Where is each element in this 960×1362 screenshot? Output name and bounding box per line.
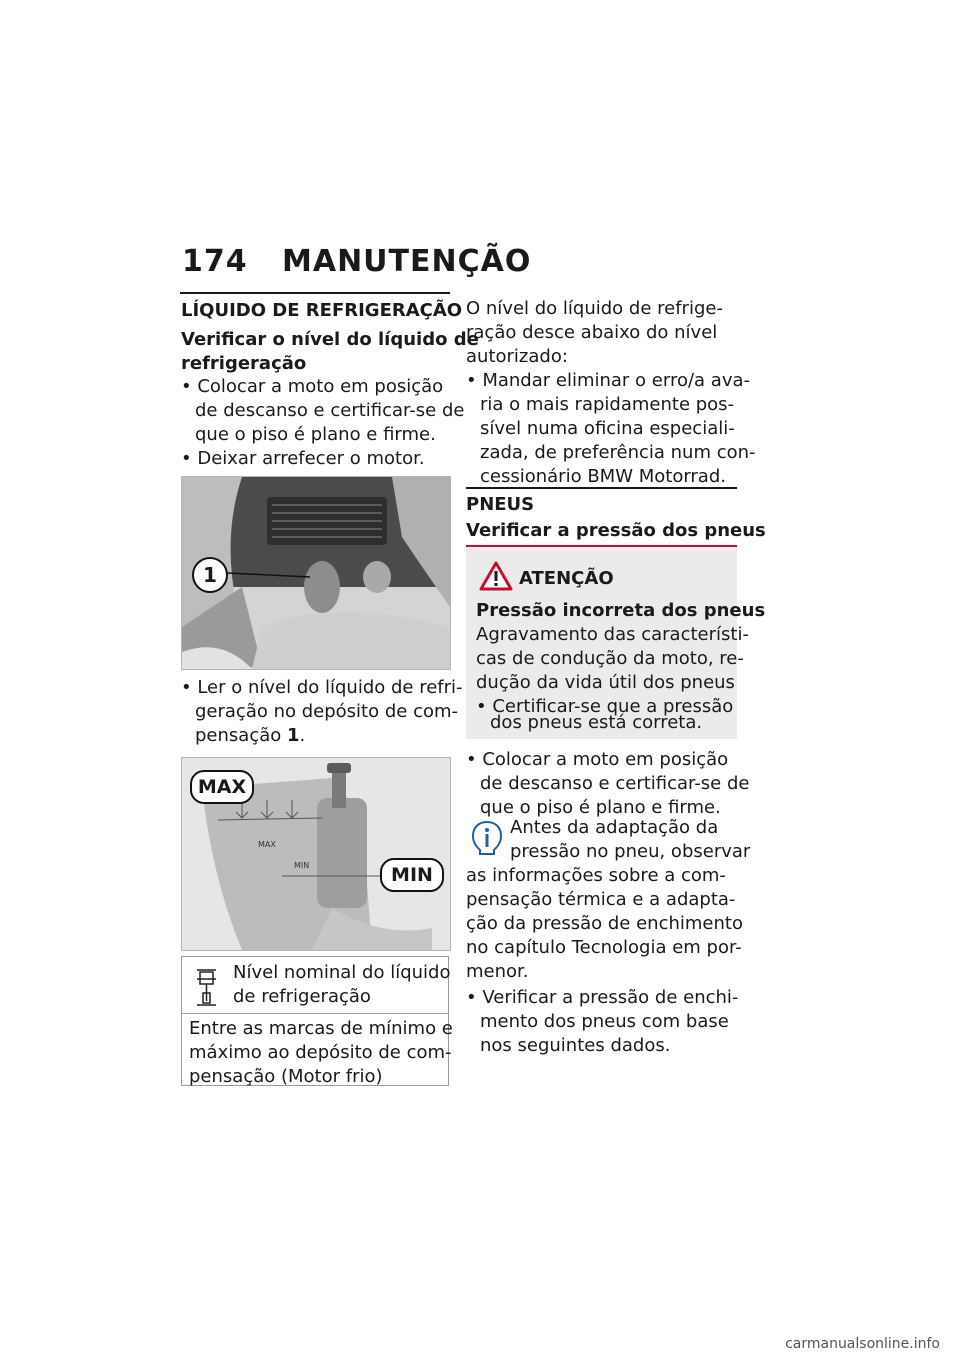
- step-line: • Colocar a moto em posição: [181, 376, 444, 397]
- section-title-tyres: PNEUS: [466, 494, 535, 515]
- warning-triangle-icon: [479, 561, 513, 591]
- spec-title-line: Nível nominal do líquido: [233, 962, 451, 983]
- step-line: de descanso e certificar-se de: [195, 400, 465, 421]
- body-line: sível numa oficina especiali-: [480, 418, 735, 439]
- subtitle-tyres: Verificar a pressão dos pneus: [466, 520, 766, 541]
- spec-title-line: de refrigeração: [233, 986, 371, 1007]
- body-line: O nível do líquido de refrige-: [466, 298, 723, 319]
- section-rule: [466, 487, 737, 489]
- min-label: MIN: [380, 858, 444, 892]
- step-line: que o piso é plano e firme.: [480, 797, 721, 818]
- subtitle-line: refrigeração: [181, 353, 307, 374]
- warning-line: dução da vida útil dos pneus: [476, 672, 735, 693]
- max-label: MAX: [190, 770, 254, 804]
- reservoir-marks-photo: [181, 757, 451, 951]
- step-line: • Deixar arrefecer o motor.: [181, 448, 425, 469]
- step-line: mento dos pneus com base: [480, 1011, 729, 1032]
- page-title: MANUTENÇÃO: [282, 244, 532, 279]
- coolant-level-icon: [194, 967, 220, 1007]
- info-line: pressão no pneu, observar: [510, 841, 751, 862]
- step-line: [195, 724, 305, 748]
- subtitle-line: Verificar o nível do líquido de: [181, 329, 479, 350]
- coolant-reservoir-photo: [181, 476, 451, 670]
- body-line: • Mandar eliminar o erro/a ava-: [466, 370, 750, 391]
- step-line: que o piso é plano e firme.: [195, 424, 436, 445]
- info-line: ção da pressão de enchimento: [466, 913, 743, 934]
- body-line: ração desce abaixo do nível: [466, 322, 718, 343]
- info-line: Antes da adaptação da: [510, 817, 719, 838]
- step-text: pensação: [195, 725, 282, 746]
- step-line: • Verificar a pressão de enchi-: [466, 987, 739, 1008]
- min-mark: MIN: [294, 861, 310, 870]
- warning-title: Pressão incorreta dos pneus: [476, 600, 766, 621]
- reference-1: 1: [287, 725, 300, 746]
- spec-value-line: máximo ao depósito de com-: [189, 1042, 452, 1063]
- info-line: as informações sobre a com-: [466, 865, 726, 886]
- body-line: zada, de preferência num con-: [480, 442, 756, 463]
- warning-box: [466, 547, 766, 739]
- page-number: 174: [182, 244, 248, 279]
- warning-line: • Certificar-se que a pressão: [476, 696, 734, 717]
- info-line: no capítulo Tecnologia em por-: [466, 937, 742, 958]
- body-line: autorizado:: [466, 346, 568, 367]
- callout-1: 1: [192, 557, 228, 593]
- warning-line: dos pneus está correta.: [490, 712, 703, 733]
- step-line: • Colocar a moto em posição: [466, 749, 729, 770]
- body-line: ria o mais rapidamente pos-: [480, 394, 735, 415]
- step-line: • Ler o nível do líquido de refri-: [181, 677, 463, 698]
- info-line: menor.: [466, 961, 529, 982]
- spec-value-line: Entre as marcas de mínimo e: [189, 1018, 453, 1039]
- spec-divider: [182, 1013, 448, 1014]
- body-line: cessionário BMW Motorrad.: [480, 466, 726, 487]
- info-line: pensação térmica e a adapta-: [466, 889, 736, 910]
- info-icon: [470, 820, 504, 856]
- step-line: nos seguintes dados.: [480, 1035, 671, 1056]
- warning-line: cas de condução da moto, re-: [476, 648, 744, 669]
- period: .: [299, 725, 306, 746]
- section-title-coolant: LÍQUIDO DE REFRIGERAÇÃO: [181, 300, 463, 321]
- max-mark: MAX: [258, 840, 276, 849]
- spec-table: [181, 956, 453, 1087]
- warning-heading: ATENÇÃO: [519, 568, 614, 589]
- section-rule: [180, 292, 450, 294]
- step-line: geração no depósito de com-: [195, 701, 459, 722]
- footer-watermark[interactable]: carmanualsonline.info: [785, 1336, 940, 1352]
- step-line: de descanso e certificar-se de: [480, 773, 750, 794]
- warning-line: Agravamento das característi-: [476, 624, 749, 645]
- spec-value-line: pensação (Motor frio): [189, 1066, 383, 1087]
